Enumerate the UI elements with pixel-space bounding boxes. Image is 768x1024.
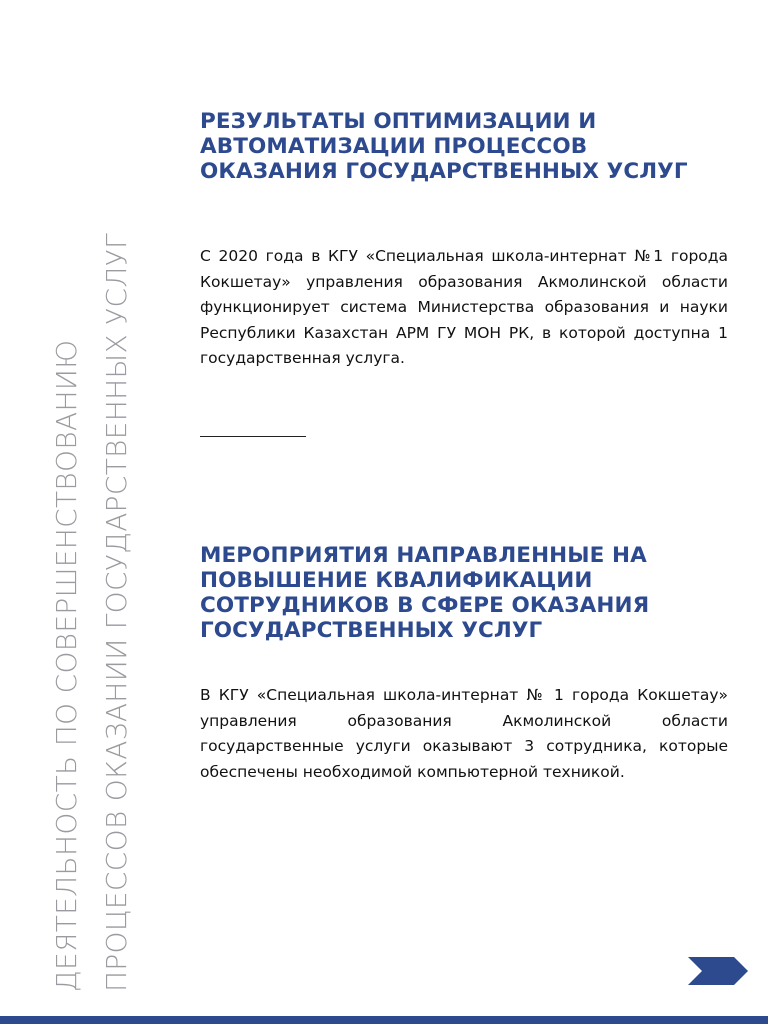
- chevron-right-icon[interactable]: [688, 957, 748, 985]
- section-2-heading: [200, 543, 740, 643]
- section-1-heading: [200, 109, 740, 184]
- section-divider: [200, 436, 306, 437]
- side-title: [42, 12, 142, 992]
- section-1-heading-line: РЕЗУЛЬТАТЫ ОПТИМИЗАЦИИ И: [200, 109, 597, 134]
- section-2-text: В КГУ «Специальная школа-интернат № 1 города Кокшетау» управления образования Акмолинской области государственные услуги оказывают 3 сотрудника, которые обеспечены необходимой компьютерной техникой.: [200, 686, 728, 781]
- side-title-line-1: ДЕЯТЕЛЬНОСТЬ ПО СОВЕРШЕНСТВОВАНИЮ: [50, 339, 83, 992]
- section-1-heading-line: АВТОМАТИЗАЦИИ ПРОЦЕССОВ: [200, 134, 588, 159]
- section-2-heading-line: ПОВЫШЕНИЕ КВАЛИФИКАЦИИ: [200, 568, 593, 593]
- side-title-line-2: ПРОЦЕССОВ ОКАЗАНИИ ГОСУДАРСТВЕННЫХ УСЛУГ: [100, 233, 133, 992]
- section-1-heading-line: ОКАЗАНИЯ ГОСУДАРСТВЕННЫХ УСЛУГ: [200, 159, 688, 184]
- section-1-text: С 2020 года в КГУ «Специальная школа-интернат №1 города Кокшетау» управления образования Акмолинской области функционирует система Министерства образования и науки Республики Казахстан АРМ ГУ МОН РК, в которой доступна 1 государственная услуга.: [200, 247, 728, 368]
- section-2-heading-line: МЕРОПРИЯТИЯ НАПРАВЛЕННЫЕ НА: [200, 543, 647, 568]
- bottom-bar: [0, 1016, 768, 1024]
- section-2-heading-line: СОТРУДНИКОВ В СФЕРЕ ОКАЗАНИЯ: [200, 593, 650, 618]
- section-2-heading-line: ГОСУДАРСТВЕННЫХ УСЛУГ: [200, 618, 543, 643]
